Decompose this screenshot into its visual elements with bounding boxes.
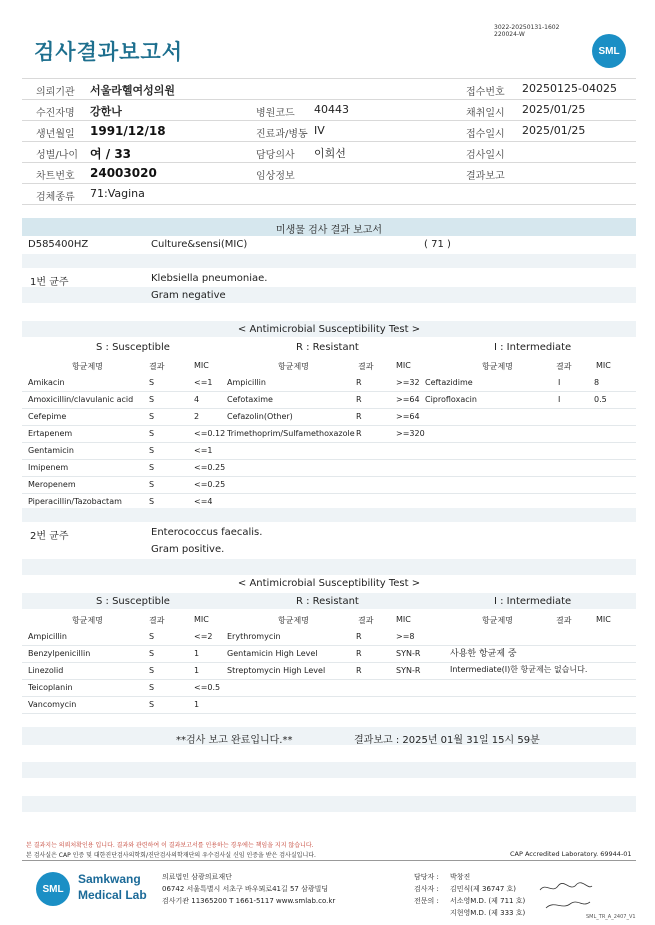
ast-s-mic: <=1: [194, 378, 213, 387]
ast-r-result: R: [356, 632, 362, 641]
recv-date-label: 접수일시: [466, 129, 505, 140]
chart-label: 차트번호: [36, 171, 75, 182]
institution-label: 의뢰기관: [36, 87, 75, 98]
recv-no-value: 20250125-04025: [522, 82, 617, 95]
ward-code-label: 병원코드: [256, 108, 295, 119]
specimen-value: 71:Vagina: [90, 187, 145, 200]
cap-number: CAP Accredited Laboratory. 69944-01: [510, 850, 632, 858]
ast-s-mic: <=0.5: [194, 683, 221, 692]
ast-r-mic: SYN-R: [396, 666, 421, 675]
col-header-drug: 항균제명: [482, 616, 513, 625]
ast-s-result: S: [149, 378, 155, 387]
band: [22, 287, 636, 303]
specimen-label: 검체종류: [36, 192, 75, 203]
ast-i-mic: 0.5: [594, 395, 607, 404]
page-title: 검사결과보고서: [34, 40, 184, 64]
test-code: D585400HZ: [28, 239, 89, 250]
document-id: [494, 24, 559, 38]
row-divider: [22, 391, 636, 392]
ast-r-drug: Gentamicin High Level: [227, 649, 318, 658]
staff3: 서소영M.D. (제 711 호): [450, 897, 526, 905]
band: [22, 508, 636, 522]
ast-r-mic: SYN-R: [396, 649, 421, 658]
ast-s-result: S: [149, 395, 155, 404]
org-name: 의료법인 삼광의료재단: [162, 873, 232, 881]
row-divider: [22, 645, 636, 646]
staff1-label: 담당자 :: [414, 873, 439, 881]
sml-footer-icon: SML: [36, 872, 70, 906]
ast-s-mic: 2: [194, 412, 200, 421]
ast-r-result: R: [356, 666, 362, 675]
ast-s-mic: 1: [194, 666, 200, 675]
doc-id-1: 3022-20250131-1602: [494, 24, 560, 31]
ast-s-result: S: [149, 666, 155, 675]
staff4: 지현영M.D. (제 333 호): [450, 909, 526, 917]
ward-code-value: 40443: [314, 103, 349, 116]
ast-s-result: S: [149, 683, 155, 692]
ast-s-drug: Amoxicillin/clavulanic acid: [28, 395, 134, 404]
col-header-drug: 항균제명: [482, 362, 513, 371]
org1-gram: Gram negative: [151, 290, 226, 301]
micro-header: 미생물 검사 결과 보고서: [275, 225, 383, 236]
ast1-i-label: I : Intermediate: [494, 342, 572, 353]
ast2-r-label: R : Resistant: [296, 596, 359, 607]
org2-name: Enterococcus faecalis.: [151, 527, 263, 538]
ast-r-mic: >=8: [396, 632, 415, 641]
sml-logo: SML: [592, 34, 626, 68]
ast-i-drug: Ceftazidime: [425, 378, 473, 387]
report-done: **검사 보고 완료입니다.**: [176, 735, 293, 746]
test-count: ( 71 ): [424, 239, 451, 250]
col-header-result: 결과: [358, 616, 374, 625]
ast-s-drug: Cefepime: [28, 412, 67, 421]
ast-i-result: I: [558, 378, 561, 387]
org2-label: 2번 균주: [30, 531, 69, 542]
col-header-mic: MIC: [596, 615, 611, 624]
ast-s-mic: <=0.12: [194, 429, 226, 438]
col-header-mic: MIC: [396, 361, 411, 370]
ast-s-drug: Benzylpenicillin: [28, 649, 91, 658]
col-header-drug: 항균제명: [278, 362, 309, 371]
form-code: SML_TR_A_2407_V1: [586, 914, 636, 920]
ast-s-result: S: [149, 412, 155, 421]
col-header-result: 결과: [149, 362, 165, 371]
doctor-value: 이희선: [314, 147, 346, 160]
dob-value: 1991/12/18: [90, 124, 166, 138]
ast2-i-label: I : Intermediate: [494, 596, 572, 607]
ast-r-drug: Trimethoprim/Sulfamethoxazole: [227, 429, 355, 438]
col-header-result: 결과: [358, 362, 374, 371]
ast-s-result: S: [149, 463, 155, 472]
ast-i-result: I: [558, 395, 561, 404]
ast-r-mic: >=32: [396, 378, 420, 387]
ast-r-drug: Cefazolin(Other): [227, 412, 293, 421]
ast-s-mic: 4: [194, 395, 200, 404]
ast-s-result: S: [149, 649, 155, 658]
ast-s-mic: <=4: [194, 497, 213, 506]
col-header-mic: MIC: [596, 361, 611, 370]
ast-r-result: R: [356, 649, 362, 658]
recv-no-label: 접수번호: [466, 87, 505, 98]
col-header-drug: 항균제명: [72, 362, 103, 371]
sex-age-label: 성별/나이: [36, 150, 79, 161]
org-address: 06742 서울특별시 서초구 바우뫼로41길 57 삼광빌딩: [162, 885, 329, 893]
ast-s-drug: Ertapenem: [28, 429, 73, 438]
ast2-note-1: 사용한 항균제 중: [450, 649, 517, 659]
name-label: 수진자명: [36, 108, 75, 119]
test-date-label: 검사일시: [466, 150, 505, 161]
test-name: Culture&sensi(MIC): [151, 239, 248, 250]
ast-r-drug: Cefotaxime: [227, 395, 273, 404]
report-label: 결과보고: [466, 171, 505, 182]
col-header-mic: MIC: [194, 615, 209, 624]
ast-r-mic: >=320: [396, 429, 425, 438]
ast-s-mic: <=2: [194, 632, 213, 641]
org1-label: 1번 균주: [30, 277, 69, 288]
ast-s-drug: Vancomycin: [28, 700, 77, 709]
sml-brand-2: Medical Lab: [78, 888, 147, 902]
col-header-mic: MIC: [194, 361, 209, 370]
ast-s-drug: Amikacin: [28, 378, 65, 387]
ast-s-result: S: [149, 480, 155, 489]
dob-label: 생년월일: [36, 129, 75, 140]
row-divider: [22, 493, 636, 494]
ast-s-result: S: [149, 446, 155, 455]
col-header-result: 결과: [149, 616, 165, 625]
ast1-s-label: S : Susceptible: [96, 342, 170, 353]
ast-i-mic: 8: [594, 378, 600, 387]
recv-date-value: 2025/01/25: [522, 124, 586, 137]
ast1-r-label: R : Resistant: [296, 342, 359, 353]
clinical-label: 임상정보: [256, 171, 295, 182]
ast2-title: < Antimicrobial Susceptibility Test >: [237, 578, 421, 589]
row-divider: [22, 696, 636, 697]
ast-s-result: S: [149, 632, 155, 641]
row-divider: [22, 425, 636, 426]
ast-i-drug: Ciprofloxacin: [425, 395, 477, 404]
report-time: 결과보고 : 2025년 01월 31일 15시 59분: [354, 735, 540, 746]
col-header-result: 결과: [556, 616, 572, 625]
collect-date-value: 2025/01/25: [522, 103, 586, 116]
ast-r-mic: >=64: [396, 412, 420, 421]
org2-gram: Gram positive.: [151, 544, 225, 555]
ast-s-drug: Meropenem: [28, 480, 76, 489]
staff1: 박창진: [450, 873, 471, 881]
ast-s-mic: <=0.25: [194, 480, 226, 489]
ast-s-result: S: [149, 497, 155, 506]
ast-s-drug: Linezolid: [28, 666, 64, 675]
row-divider: [22, 713, 636, 714]
ast2-s-label: S : Susceptible: [96, 596, 170, 607]
ast2-note-2: Intermediate(I)한 항균제는 없습니다.: [450, 665, 588, 674]
ast-s-result: S: [149, 700, 155, 709]
ast-s-drug: Gentamicin: [28, 446, 74, 455]
band: [22, 559, 636, 575]
ast-r-result: R: [356, 429, 362, 438]
staff2: 김민식(제 36747 호): [450, 885, 516, 893]
ast-s-drug: Piperacillin/Tazobactam: [28, 497, 122, 506]
band: [22, 796, 636, 812]
collect-date-label: 채취일시: [466, 108, 505, 119]
band: [22, 762, 636, 778]
org-phone: 검사기관 11365200 T 1661-5117 www.smlab.co.kr: [162, 897, 336, 905]
ast-r-drug: Erythromycin: [227, 632, 281, 641]
doc-id-2: 220024-W: [494, 31, 525, 38]
ast-r-drug: Streptomycin High Level: [227, 666, 326, 675]
dept-value: IV: [314, 124, 325, 137]
row-divider: [22, 459, 636, 460]
staff3-label: 전문의 :: [414, 897, 439, 905]
sml-brand-1: Samkwang: [78, 872, 141, 886]
ast-s-drug: Teicoplanin: [28, 683, 73, 692]
dept-label: 진료과/병동: [256, 129, 308, 140]
col-header-drug: 항균제명: [72, 616, 103, 625]
institution-value: 서울라헬여성의원: [90, 84, 176, 97]
ast-r-mic: >=64: [396, 395, 420, 404]
staff2-label: 검사자 :: [414, 885, 439, 893]
band: [22, 254, 636, 268]
col-header-result: 결과: [556, 362, 572, 371]
ast-r-result: R: [356, 412, 362, 421]
ast-s-drug: Imipenem: [28, 463, 69, 472]
row-divider: [22, 679, 636, 680]
ast-s-mic: <=0.25: [194, 463, 226, 472]
ast-s-drug: Ampicillin: [28, 632, 67, 641]
row-divider: [22, 476, 636, 477]
ast-r-result: R: [356, 395, 362, 404]
ast-r-drug: Ampicillin: [227, 378, 266, 387]
sex-age-value: 여 / 33: [90, 147, 132, 161]
disclaimer: 본 결과지는 의뢰처확인용 입니다. 결과와 관련하여 이 결과보고서를 인용하는 경우에는 책임을 지지 않습니다.: [26, 842, 314, 849]
doctor-label: 담당의사: [256, 150, 295, 161]
row-divider: [22, 662, 636, 663]
row-divider: [22, 442, 636, 443]
ast-s-mic: 1: [194, 649, 200, 658]
signature-image: [536, 880, 596, 916]
ast-r-result: R: [356, 378, 362, 387]
row-divider: [22, 408, 636, 409]
name-value: 강한나: [90, 105, 122, 118]
cap-statement: 본 검사실은 CAP 인증 및 대한진단검사의학회/진단검사의학재단의 우수검사실 신임 인증을 받은 검사실입니다.: [26, 852, 316, 859]
ast-s-mic: <=1: [194, 446, 213, 455]
org1-name: Klebsiella pneumoniae.: [151, 273, 268, 284]
band: [22, 727, 636, 745]
ast1-title: < Antimicrobial Susceptibility Test >: [237, 324, 421, 335]
col-header-mic: MIC: [396, 615, 411, 624]
ast-s-mic: 1: [194, 700, 200, 709]
chart-value: 24003020: [90, 166, 157, 180]
col-header-drug: 항균제명: [278, 616, 309, 625]
ast-s-result: S: [149, 429, 155, 438]
